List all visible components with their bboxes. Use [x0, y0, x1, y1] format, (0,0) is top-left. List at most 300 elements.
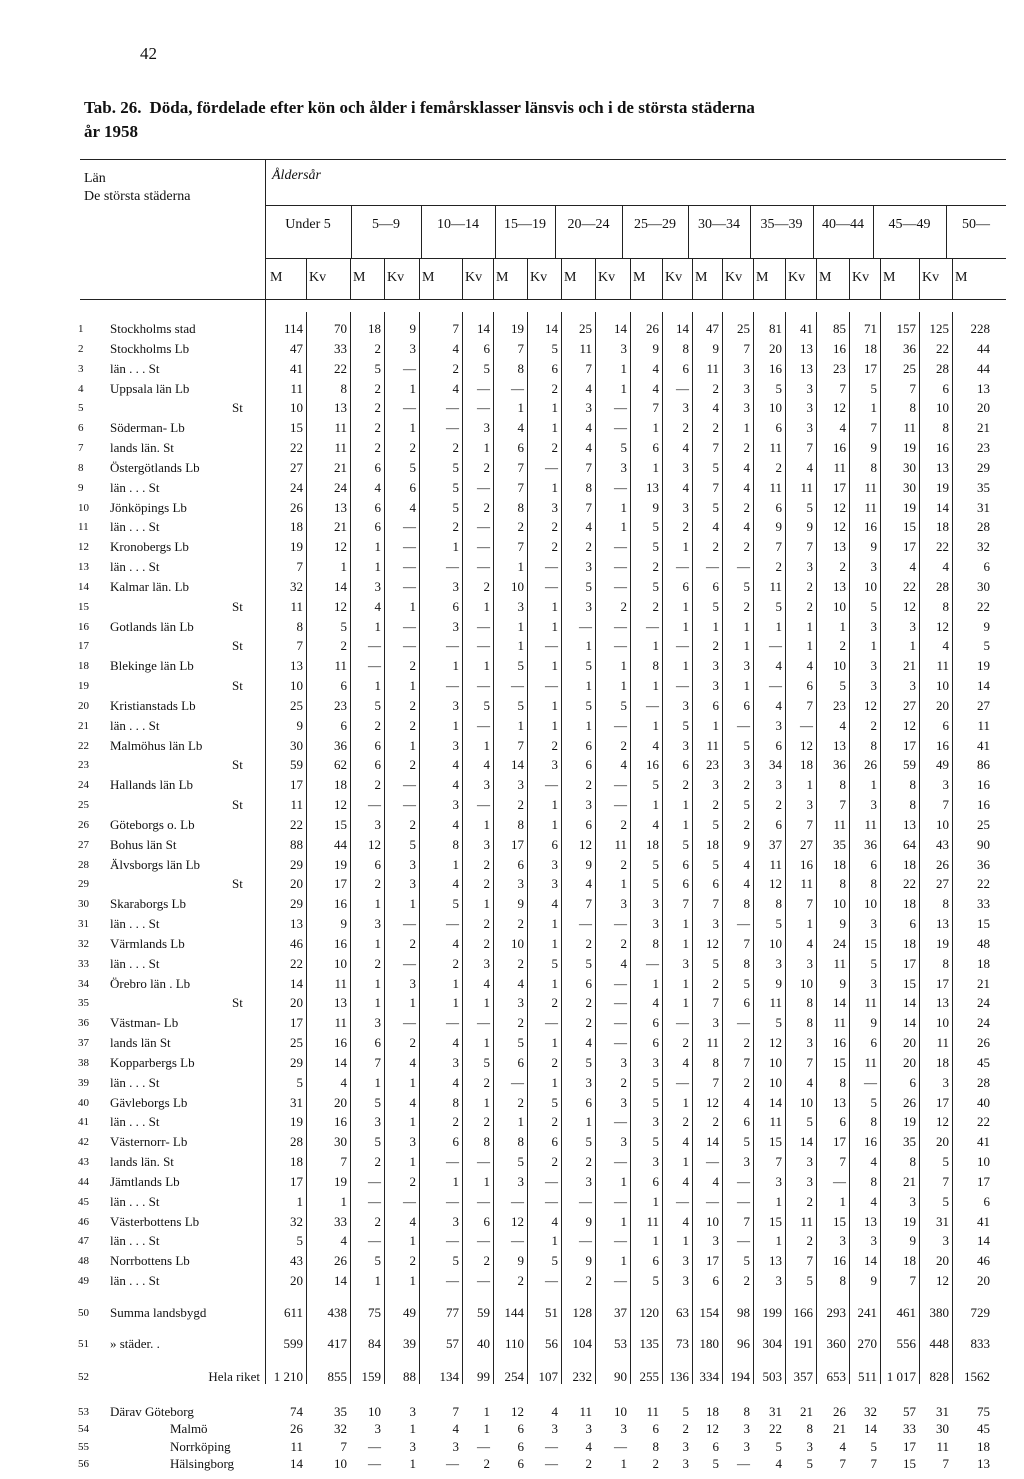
male-count: —	[446, 1273, 459, 1288]
female-count: 5	[682, 1404, 689, 1419]
female-count: 8	[942, 420, 949, 436]
male-count: 2	[374, 400, 381, 416]
male-count: 2	[374, 340, 381, 356]
female-count: 4	[409, 1094, 416, 1110]
row-number: 45	[78, 1195, 89, 1208]
female-count: 1	[620, 1253, 627, 1269]
male-count: 5	[374, 360, 381, 376]
female-count: 1	[409, 1456, 416, 1471]
female-count: 20	[334, 1094, 347, 1110]
male-count: 1	[712, 717, 719, 733]
male-count: —	[368, 1173, 381, 1189]
female-count: 855	[327, 1369, 347, 1384]
female-count: 4	[409, 1054, 416, 1070]
male-count: 154	[699, 1305, 719, 1320]
male-count: 2	[452, 519, 459, 535]
table-row	[0, 1074, 1024, 1092]
row-number: 13	[78, 561, 89, 573]
male-count: 9	[585, 856, 592, 872]
female-count: 4	[551, 896, 558, 912]
female-count: 11	[334, 440, 347, 455]
male-count: 46	[290, 935, 303, 951]
female-count: 3	[682, 737, 689, 753]
female-count: —	[477, 380, 490, 396]
female-count: 13	[800, 340, 813, 356]
male-count: 8	[517, 360, 524, 376]
female-count: 9	[870, 1015, 877, 1031]
male-count: 35	[977, 479, 990, 495]
female-count: 1	[682, 797, 689, 812]
row-number: 53	[78, 1406, 89, 1418]
male-count: 3	[775, 955, 782, 971]
male-count: 17	[290, 777, 303, 793]
female-count: 71	[864, 321, 877, 336]
female-count: —	[477, 479, 490, 495]
row-number: 19	[78, 680, 89, 692]
male-count: 5	[775, 598, 782, 614]
female-count: 31	[936, 1404, 949, 1419]
male-count: 2	[517, 519, 524, 535]
male-count: 19	[903, 499, 916, 515]
female-count: 1	[870, 400, 877, 416]
female-count: 2	[743, 1074, 750, 1090]
region-name: St	[232, 995, 243, 1011]
female-count: 16	[334, 1114, 347, 1130]
table-row	[0, 1232, 1024, 1250]
female-count: —	[614, 638, 627, 654]
row-number: 5	[78, 402, 84, 415]
male-count: 3	[712, 678, 719, 693]
male-count: 3	[517, 598, 524, 614]
male-count: 15	[977, 916, 990, 931]
female-count: —	[614, 717, 627, 733]
male-count: 11	[769, 856, 782, 872]
male-count: 8	[452, 836, 459, 852]
female-count: 1	[483, 598, 490, 614]
male-count: 25	[579, 321, 592, 336]
male-count: 7	[712, 1074, 719, 1090]
male-count: 14	[903, 995, 916, 1011]
male-count: 37	[769, 836, 782, 852]
male-count: 23	[706, 757, 719, 773]
female-count: 1	[409, 678, 416, 693]
female-count: 1	[743, 618, 750, 634]
female-count: 5	[870, 955, 877, 971]
male-count: 10	[769, 935, 782, 951]
stub-header-lan: Län	[84, 171, 106, 186]
male-count: 7	[712, 479, 719, 495]
male-count: —	[646, 955, 659, 971]
row-number: 48	[78, 1255, 89, 1268]
female-count: 11	[334, 658, 347, 674]
female-count: 3	[483, 420, 490, 436]
female-count: —	[545, 678, 558, 693]
male-count: 74	[290, 1404, 303, 1419]
female-count: 3	[620, 340, 627, 356]
female-count: 4	[483, 975, 490, 991]
female-count: 3	[483, 836, 490, 852]
female-count: 5	[870, 380, 877, 396]
male-count: —	[446, 638, 459, 654]
male-count: 5	[652, 578, 659, 594]
male-count: 1	[374, 1074, 381, 1090]
male-count: 2	[452, 1114, 459, 1130]
female-count: —	[614, 1273, 627, 1288]
table-row	[0, 1034, 1024, 1052]
female-count: —	[614, 975, 627, 991]
region-name: Gävleborgs Lb	[110, 1094, 188, 1110]
female-count: 2	[483, 876, 490, 892]
male-count: 29	[290, 1054, 303, 1070]
female-count: —	[545, 559, 558, 574]
male-count: 19	[903, 1114, 916, 1130]
male-count: 8	[652, 935, 659, 951]
male-count: 7	[839, 1154, 846, 1169]
row-number: 47	[78, 1235, 89, 1248]
male-count: 9	[712, 340, 719, 356]
table-row	[0, 1113, 1024, 1131]
female-count: 3	[682, 1253, 689, 1269]
male-count: 4	[712, 519, 719, 535]
male-count: 2	[712, 797, 719, 812]
female-count: 7	[743, 935, 750, 951]
row-number: 7	[78, 442, 84, 454]
female-count: 22	[936, 340, 949, 356]
row-number: 10	[78, 501, 89, 514]
female-count: 2	[620, 737, 627, 753]
female-count: 166	[793, 1305, 813, 1320]
male-count: 7	[775, 539, 782, 555]
row-number: 3	[78, 362, 84, 375]
female-count: —	[614, 1114, 627, 1130]
female-count: 2	[409, 658, 416, 674]
female-count: 30	[936, 1421, 949, 1436]
female-count: 3	[743, 1439, 750, 1454]
female-count: —	[614, 559, 627, 574]
female-count: 2	[551, 995, 558, 1011]
male-count: 14	[290, 975, 303, 991]
male-count: 15	[833, 1054, 846, 1070]
female-count: 6	[551, 360, 558, 376]
table-row	[0, 419, 1024, 437]
male-count: 30	[290, 737, 303, 753]
row-number: 30	[78, 898, 89, 911]
male-count: 5	[452, 896, 459, 912]
female-count: 270	[857, 1336, 877, 1351]
male-count: 3	[712, 1233, 719, 1249]
female-count: 3	[620, 1054, 627, 1070]
row-number: 6	[78, 422, 84, 435]
male-count: 41	[977, 1134, 990, 1150]
male-count: 20	[977, 1273, 990, 1288]
region-name: Västman- Lb	[110, 1015, 179, 1031]
male-count: 20	[290, 1273, 303, 1288]
male-count: 6	[585, 1094, 592, 1110]
female-count: 2	[806, 578, 813, 594]
male-count: 6	[775, 499, 782, 515]
male-count: 12	[511, 1213, 524, 1229]
male-count: 25	[903, 360, 916, 376]
female-count: —	[545, 1456, 558, 1471]
male-count: 2	[585, 539, 592, 555]
male-count: 64	[903, 836, 916, 852]
female-count: 1	[743, 638, 750, 654]
male-count: 24	[290, 479, 303, 495]
table-row	[0, 1335, 1024, 1353]
female-header: Kv	[530, 270, 548, 285]
male-count: 45	[977, 1421, 990, 1436]
female-count: —	[614, 1015, 627, 1031]
male-count: 729	[970, 1305, 990, 1320]
male-count: 1562	[964, 1369, 990, 1384]
male-count: 26	[903, 1094, 916, 1110]
region-name: Jämtlands Lb	[110, 1173, 180, 1189]
male-count: 1	[296, 1193, 303, 1209]
female-count: —	[737, 1015, 750, 1031]
age-group-header: 25—29	[634, 217, 676, 232]
male-count: 1	[839, 1193, 846, 1209]
female-count: 12	[936, 1114, 949, 1130]
female-count: 5	[483, 360, 490, 376]
male-count: 6	[652, 1421, 659, 1436]
female-count: —	[737, 559, 750, 574]
male-count: 30	[903, 479, 916, 495]
male-count: 1	[452, 1173, 459, 1189]
male-count: 7	[909, 1273, 916, 1288]
female-count: 1	[682, 916, 689, 931]
female-count: 2	[483, 916, 490, 931]
male-header: M	[496, 270, 509, 285]
male-header: M	[695, 270, 708, 285]
row-number: 36	[78, 1017, 89, 1030]
female-count: 7	[682, 896, 689, 912]
male-count: 6	[652, 1035, 659, 1050]
female-count: —	[614, 916, 627, 931]
male-count: 8	[839, 1273, 846, 1288]
row-number: 33	[78, 957, 89, 970]
female-count: 73	[676, 1336, 689, 1351]
male-count: 40	[977, 1094, 990, 1110]
female-count: 3	[870, 975, 877, 991]
male-count: 21	[833, 1421, 846, 1436]
female-count: 20	[936, 697, 949, 713]
female-count: —	[403, 1193, 416, 1209]
row-number: 31	[78, 918, 89, 930]
female-count: 6	[682, 360, 689, 376]
male-count: —	[368, 638, 381, 654]
male-count: 3	[452, 1213, 459, 1229]
male-count: 2	[839, 559, 846, 574]
female-count: 10	[936, 400, 949, 416]
male-count: 3	[909, 618, 916, 634]
female-count: 5	[743, 737, 750, 753]
male-count: 8	[839, 876, 846, 892]
male-count: 15	[903, 519, 916, 535]
male-count: 6	[652, 1015, 659, 1031]
male-count: 4	[775, 1456, 782, 1471]
male-count: 41	[977, 1213, 990, 1229]
female-count: 1	[620, 876, 627, 892]
female-count: 6	[682, 856, 689, 872]
female-count: 39	[403, 1336, 416, 1351]
male-count: —	[706, 1193, 719, 1209]
female-count: 14	[614, 321, 627, 336]
female-count: 14	[334, 1054, 347, 1070]
male-count: 1	[652, 678, 659, 693]
female-count: 1	[620, 519, 627, 535]
female-count: 2	[409, 1035, 416, 1050]
female-count: 6	[483, 1213, 490, 1229]
female-count: 2	[483, 1074, 490, 1090]
female-count: 1	[620, 1213, 627, 1229]
male-count: 5	[585, 658, 592, 674]
male-count: 3	[374, 816, 381, 832]
female-count: 1	[409, 737, 416, 753]
female-count: 4	[682, 1213, 689, 1229]
female-count: —	[676, 1193, 689, 1209]
male-count: 8	[517, 816, 524, 832]
male-count: 5	[585, 955, 592, 971]
female-count: 3	[620, 896, 627, 912]
male-count: 7	[839, 797, 846, 812]
male-count: 19	[290, 539, 303, 555]
male-count: 1	[517, 559, 524, 574]
male-count: 360	[826, 1336, 846, 1351]
table-row	[0, 1213, 1024, 1231]
female-count: 19	[334, 1173, 347, 1189]
female-count: 7	[743, 1213, 750, 1229]
female-count: 3	[942, 777, 949, 793]
table-row	[0, 1173, 1024, 1191]
female-count: 70	[334, 321, 347, 336]
male-count: 2	[452, 955, 459, 971]
male-count: 7	[585, 360, 592, 376]
male-count: 22	[977, 598, 990, 614]
female-count: 1	[483, 737, 490, 753]
male-count: —	[446, 1193, 459, 1209]
row-number: 27	[78, 838, 89, 851]
female-count: —	[614, 1439, 627, 1454]
female-count: 1	[340, 1193, 347, 1209]
male-count: 2	[712, 380, 719, 396]
female-count: 3	[483, 777, 490, 793]
female-count: 3	[620, 459, 627, 475]
female-count: 16	[334, 896, 347, 912]
male-count: 5	[517, 658, 524, 674]
male-count: 12	[833, 400, 846, 416]
female-count: 1	[682, 935, 689, 951]
female-count: 3	[870, 916, 877, 931]
male-count: 1 210	[273, 1369, 303, 1384]
region-name: Värmlands Lb	[110, 935, 185, 951]
male-count: 9	[517, 896, 524, 912]
male-count: 10	[511, 578, 524, 594]
age-group-header: 5—9	[372, 217, 400, 232]
row-number: 22	[78, 739, 89, 752]
female-count: 63	[676, 1305, 689, 1320]
male-count: —	[368, 658, 381, 674]
table-row	[0, 598, 1024, 616]
male-count: 6	[585, 757, 592, 773]
female-count: 5	[551, 1094, 558, 1110]
male-count: 4	[452, 935, 459, 951]
male-count: 199	[762, 1305, 782, 1320]
male-count: —	[446, 1456, 459, 1471]
table-row	[0, 836, 1024, 854]
female-count: 2	[743, 598, 750, 614]
table-row	[0, 756, 1024, 774]
male-count: 77	[446, 1305, 459, 1320]
row-number: 11	[78, 521, 89, 534]
region-name: St	[232, 400, 243, 416]
row-number: 42	[78, 1136, 89, 1149]
female-count: 5	[483, 697, 490, 713]
male-count: 44	[977, 360, 990, 376]
male-count: 47	[706, 321, 719, 336]
male-count: 6	[983, 1193, 990, 1209]
male-header: M	[883, 270, 896, 285]
female-count: 17	[936, 975, 949, 991]
male-count: 128	[572, 1305, 592, 1320]
male-count: 3	[585, 559, 592, 574]
female-count: 8	[870, 737, 877, 753]
table-row	[0, 856, 1024, 874]
male-count: 23	[977, 440, 990, 455]
male-count: 2	[374, 420, 381, 436]
female-count: 10	[864, 578, 877, 594]
table-row	[0, 1252, 1024, 1270]
female-count: 10	[936, 1015, 949, 1031]
male-count: 12	[706, 1421, 719, 1436]
female-count: 3	[806, 1439, 813, 1454]
female-count: 37	[614, 1305, 627, 1320]
female-count: 2	[743, 816, 750, 832]
female-count: —	[676, 1074, 689, 1090]
female-count: 1	[409, 1421, 416, 1436]
male-count: 8	[775, 896, 782, 912]
female-count: 3	[870, 1233, 877, 1249]
female-count: 9	[409, 321, 416, 336]
male-count: 5	[712, 499, 719, 515]
male-count: 12	[706, 1094, 719, 1110]
table-row	[0, 737, 1024, 755]
male-count: 18	[903, 856, 916, 872]
male-count: —	[368, 1233, 381, 1249]
female-count: 2	[551, 1054, 558, 1070]
female-count: 18	[936, 519, 949, 535]
female-count: 31	[936, 1213, 949, 1229]
male-count: 25	[290, 697, 303, 713]
female-count: 96	[737, 1336, 750, 1351]
male-count: 4	[652, 380, 659, 396]
male-count: 254	[504, 1369, 524, 1384]
male-count: 6	[775, 816, 782, 832]
male-count: 7	[296, 638, 303, 654]
female-count: 19	[936, 479, 949, 495]
male-header: M	[955, 270, 968, 285]
female-count: 7	[806, 539, 813, 555]
male-count: 3	[452, 1439, 459, 1454]
female-count: 1	[682, 816, 689, 832]
male-count: 2	[585, 1273, 592, 1288]
male-count: 3	[517, 777, 524, 793]
female-count: —	[477, 1154, 490, 1169]
male-count: 6	[983, 559, 990, 574]
female-count: 3	[743, 400, 750, 416]
male-count: 21	[977, 420, 990, 436]
female-count: 2	[682, 1421, 689, 1436]
male-count: 33	[903, 1421, 916, 1436]
